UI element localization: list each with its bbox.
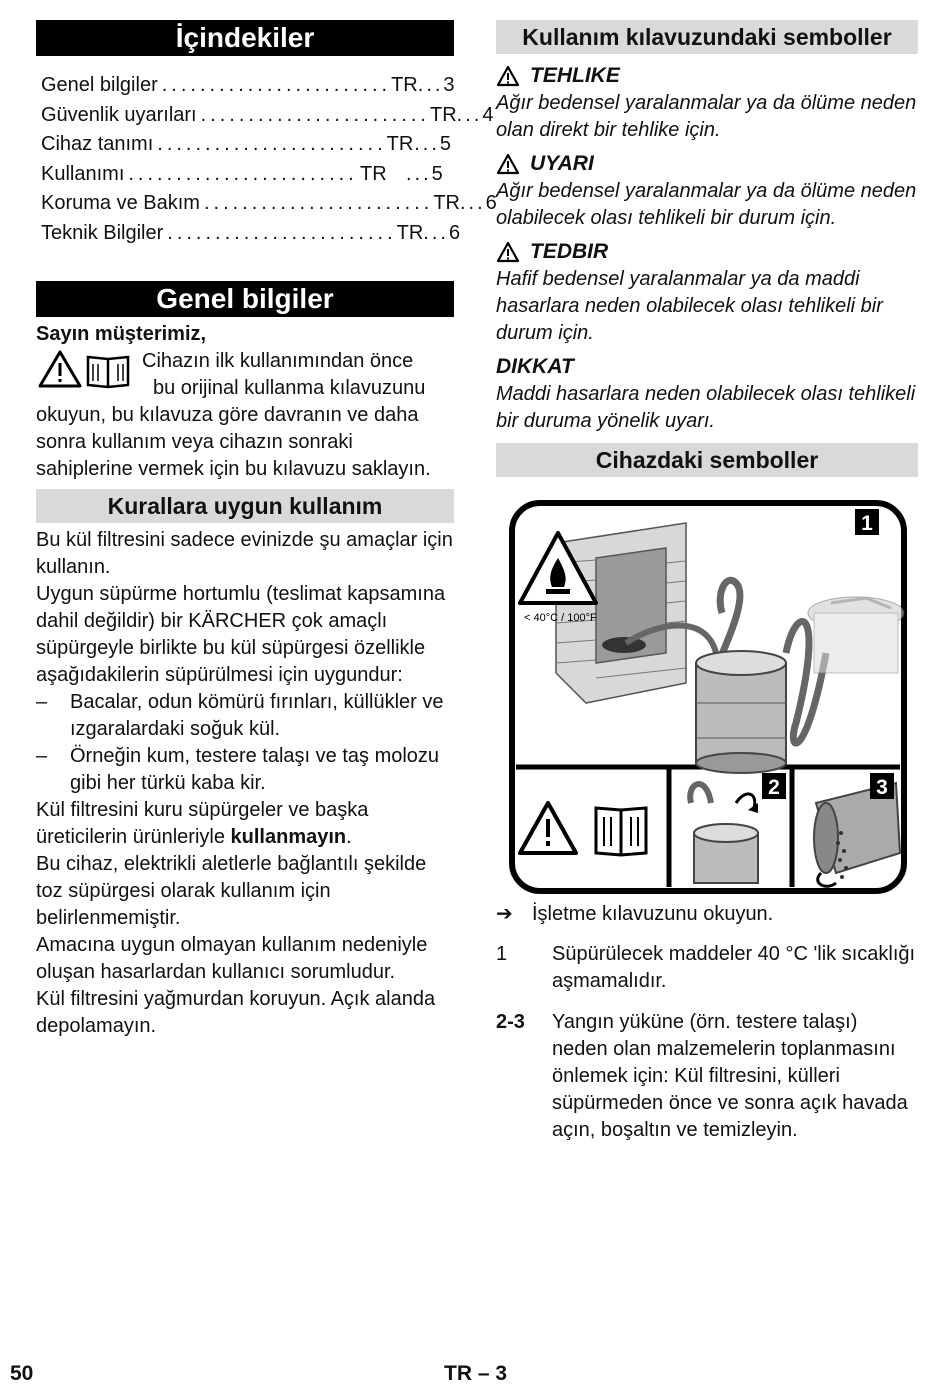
- toc-list: [41, 71, 500, 248]
- toc-item-title: Koruma ve Bakım: [41, 192, 200, 214]
- toc-row[interactable]: Koruma ve Bakım ........................ TR ...6: [41, 189, 454, 219]
- bullet-text: Bacalar, odun kömürü fırınları, küllükler ve ızgaralardaki soğuk kül.: [70, 691, 444, 740]
- badge-3: 3: [876, 776, 888, 799]
- list-item: [496, 941, 918, 995]
- proper-use-p6: Kül filtresini yağmurdan koruyun. Açık alanda depolamayın.: [36, 988, 436, 1037]
- warning-triangle-icon: [496, 153, 520, 175]
- toc-item-lang: TR: [429, 103, 457, 126]
- right-column: [496, 20, 918, 1144]
- device-symbols-figure: [496, 503, 918, 893]
- toc-item-title: Cihaz tanımı: [41, 133, 154, 155]
- proper-use-p5: Amacına uygun olmayan kullanım nedeniyle oluşan hasarlardan kullanıcı sorumludur.: [36, 934, 428, 983]
- proper-use-p2: Uygun süpürme hortumlu (teslimat kapsamına dahil değildir) bir KÄRCHER çok amaçlı süpürgeyle birlikte bu kül süpürgesi özellikle aşağıdakilerin süpürülmesi için uygundur:: [36, 583, 446, 686]
- intro-text: okuyun, bu kılavuza göre davranın ve daha sonra kullanım veya cihazın sonraki sahiplerine vermek için bu kılavuzu saklayın.: [36, 404, 431, 480]
- list-item: – Örneğin kum, testere talaşı ve taş molozu gibi her türkü kaba kir.: [36, 743, 454, 797]
- proper-use-p3: Kül filtresini kuru süpürgeler ve başka üreticilerin ürünleriyle kullanmayın.: [36, 799, 369, 848]
- warning-triangle-icon: [496, 65, 520, 87]
- toc-item-page: ...3: [417, 74, 458, 96]
- toc-item-page: ...5: [414, 133, 454, 155]
- warning-heading: UYARI: [496, 150, 918, 178]
- toc-row[interactable]: Genel bilgiler ........................ TR ...3: [41, 71, 454, 101]
- danger-text: Ağır bedensel yaralanmalar ya da ölüme neden olan direkt bir tehlike için.: [496, 92, 917, 141]
- toc-item-lang: TR: [396, 221, 424, 244]
- caution-heading: TEDBIR: [496, 238, 918, 266]
- toc-item-lang: TR: [433, 192, 460, 214]
- toc-heading: İçindekiler: [36, 20, 454, 56]
- toc-row[interactable]: Güvenlik uyarıları ........................ TR ...4: [41, 101, 454, 131]
- item-number: 1: [496, 943, 508, 965]
- device-symbols-heading: Cihazdaki semboller: [496, 443, 918, 477]
- intro-line2: bu orijinal kullanma kılavuzunu: [153, 377, 426, 399]
- toc-item-title: Genel bilgiler: [41, 74, 158, 96]
- instruction-text: İşletme kılavuzunu okuyun.: [532, 903, 774, 925]
- greeting: Sayın müşterimiz,: [36, 323, 207, 345]
- toc-item-lang: TR: [386, 133, 414, 155]
- list-item: – Bacalar, odun kömürü fırınları, küllükler ve ızgaralardaki soğuk kül.: [36, 689, 454, 743]
- warning-manual-icon: [38, 349, 132, 389]
- toc-item-page: ...6: [423, 221, 464, 244]
- toc-item-lang: TR: [391, 74, 418, 96]
- temperature-label: < 40°C / 100°F: [524, 612, 597, 624]
- arrow-right-icon: ➔: [496, 903, 513, 925]
- instruction-row: [496, 901, 918, 928]
- toc-item-title: Kullanımı: [41, 162, 125, 185]
- intro-block: [36, 348, 454, 402]
- language-page-label: TR – 3: [444, 1362, 508, 1385]
- proper-use-p4: Bu cihaz, elektrikli aletlerle bağlantılı şekilde toz süpürgesi olarak kullanım için belirlenmemiştir.: [36, 853, 427, 929]
- item-text: Yangın yüküne (örn. testere talaşı) neden olan malzemelerin toplanmasını önlemek için: Kül filtresini, külleri süpürmeden önce ve sonra açık havada açın, boşaltın ve temizleyin.: [552, 1011, 908, 1141]
- warning-text: Ağır bedensel yaralanmalar ya da ölüme neden olabilecek olası tehlikeli bir durum için.: [496, 180, 917, 229]
- symbols-manual-heading: Kullanım kılavuzundaki semboller: [496, 20, 918, 54]
- warning-triangle-icon: [496, 241, 520, 263]
- toc-row[interactable]: Kullanımı ........................ TR ...5: [41, 160, 454, 190]
- vacuum-cleaner-illustration: [808, 597, 904, 673]
- badge-1: 1: [861, 512, 873, 535]
- toc-row[interactable]: Cihaz tanımı ........................ TR ...5: [41, 130, 454, 160]
- toc-item-title: Güvenlik uyarıları: [41, 103, 197, 126]
- intro-line1: Cihazın ilk kullanımından önce: [142, 350, 414, 372]
- general-heading: Genel bilgiler: [36, 281, 454, 317]
- danger-heading: TEHLIKE: [496, 62, 918, 90]
- toc-item-page: ...5: [406, 162, 446, 185]
- list-item: [496, 1009, 918, 1144]
- item-number: 2-3: [496, 1011, 525, 1033]
- notice-heading: DIKKAT: [496, 355, 574, 378]
- notice-text: Maddi hasarlara neden olabilecek olası tehlikeli bir duruma yönelik uyarı.: [496, 383, 916, 432]
- page-number: 50: [10, 1362, 34, 1385]
- proper-use-p1: Bu kül filtresini sadece evinizde şu amaçlar için kullanın.: [36, 529, 453, 578]
- toc-item-page: ...4: [456, 103, 497, 126]
- toc-item-lang: TR: [360, 162, 387, 185]
- caution-text: Hafif bedensel yaralanmalar ya da maddi hasarlara neden olabilecek olası tehlikeli bir durum için.: [496, 268, 883, 344]
- toc-item-title: Teknik Bilgiler: [41, 221, 164, 244]
- bullet-text: Örneğin kum, testere talaşı ve taş molozu gibi her türkü kaba kir.: [70, 745, 440, 794]
- item-text: Süpürülecek maddeler 40 °C 'lik sıcaklığı aşmamalıdır.: [552, 943, 916, 992]
- toc-item-page: ...6: [459, 192, 500, 214]
- toc-row[interactable]: Teknik Bilgiler ........................ TR ...6: [41, 219, 454, 249]
- proper-use-heading: Kurallara uygun kullanım: [36, 489, 454, 523]
- badge-2: 2: [768, 776, 780, 799]
- left-column: [36, 20, 500, 1040]
